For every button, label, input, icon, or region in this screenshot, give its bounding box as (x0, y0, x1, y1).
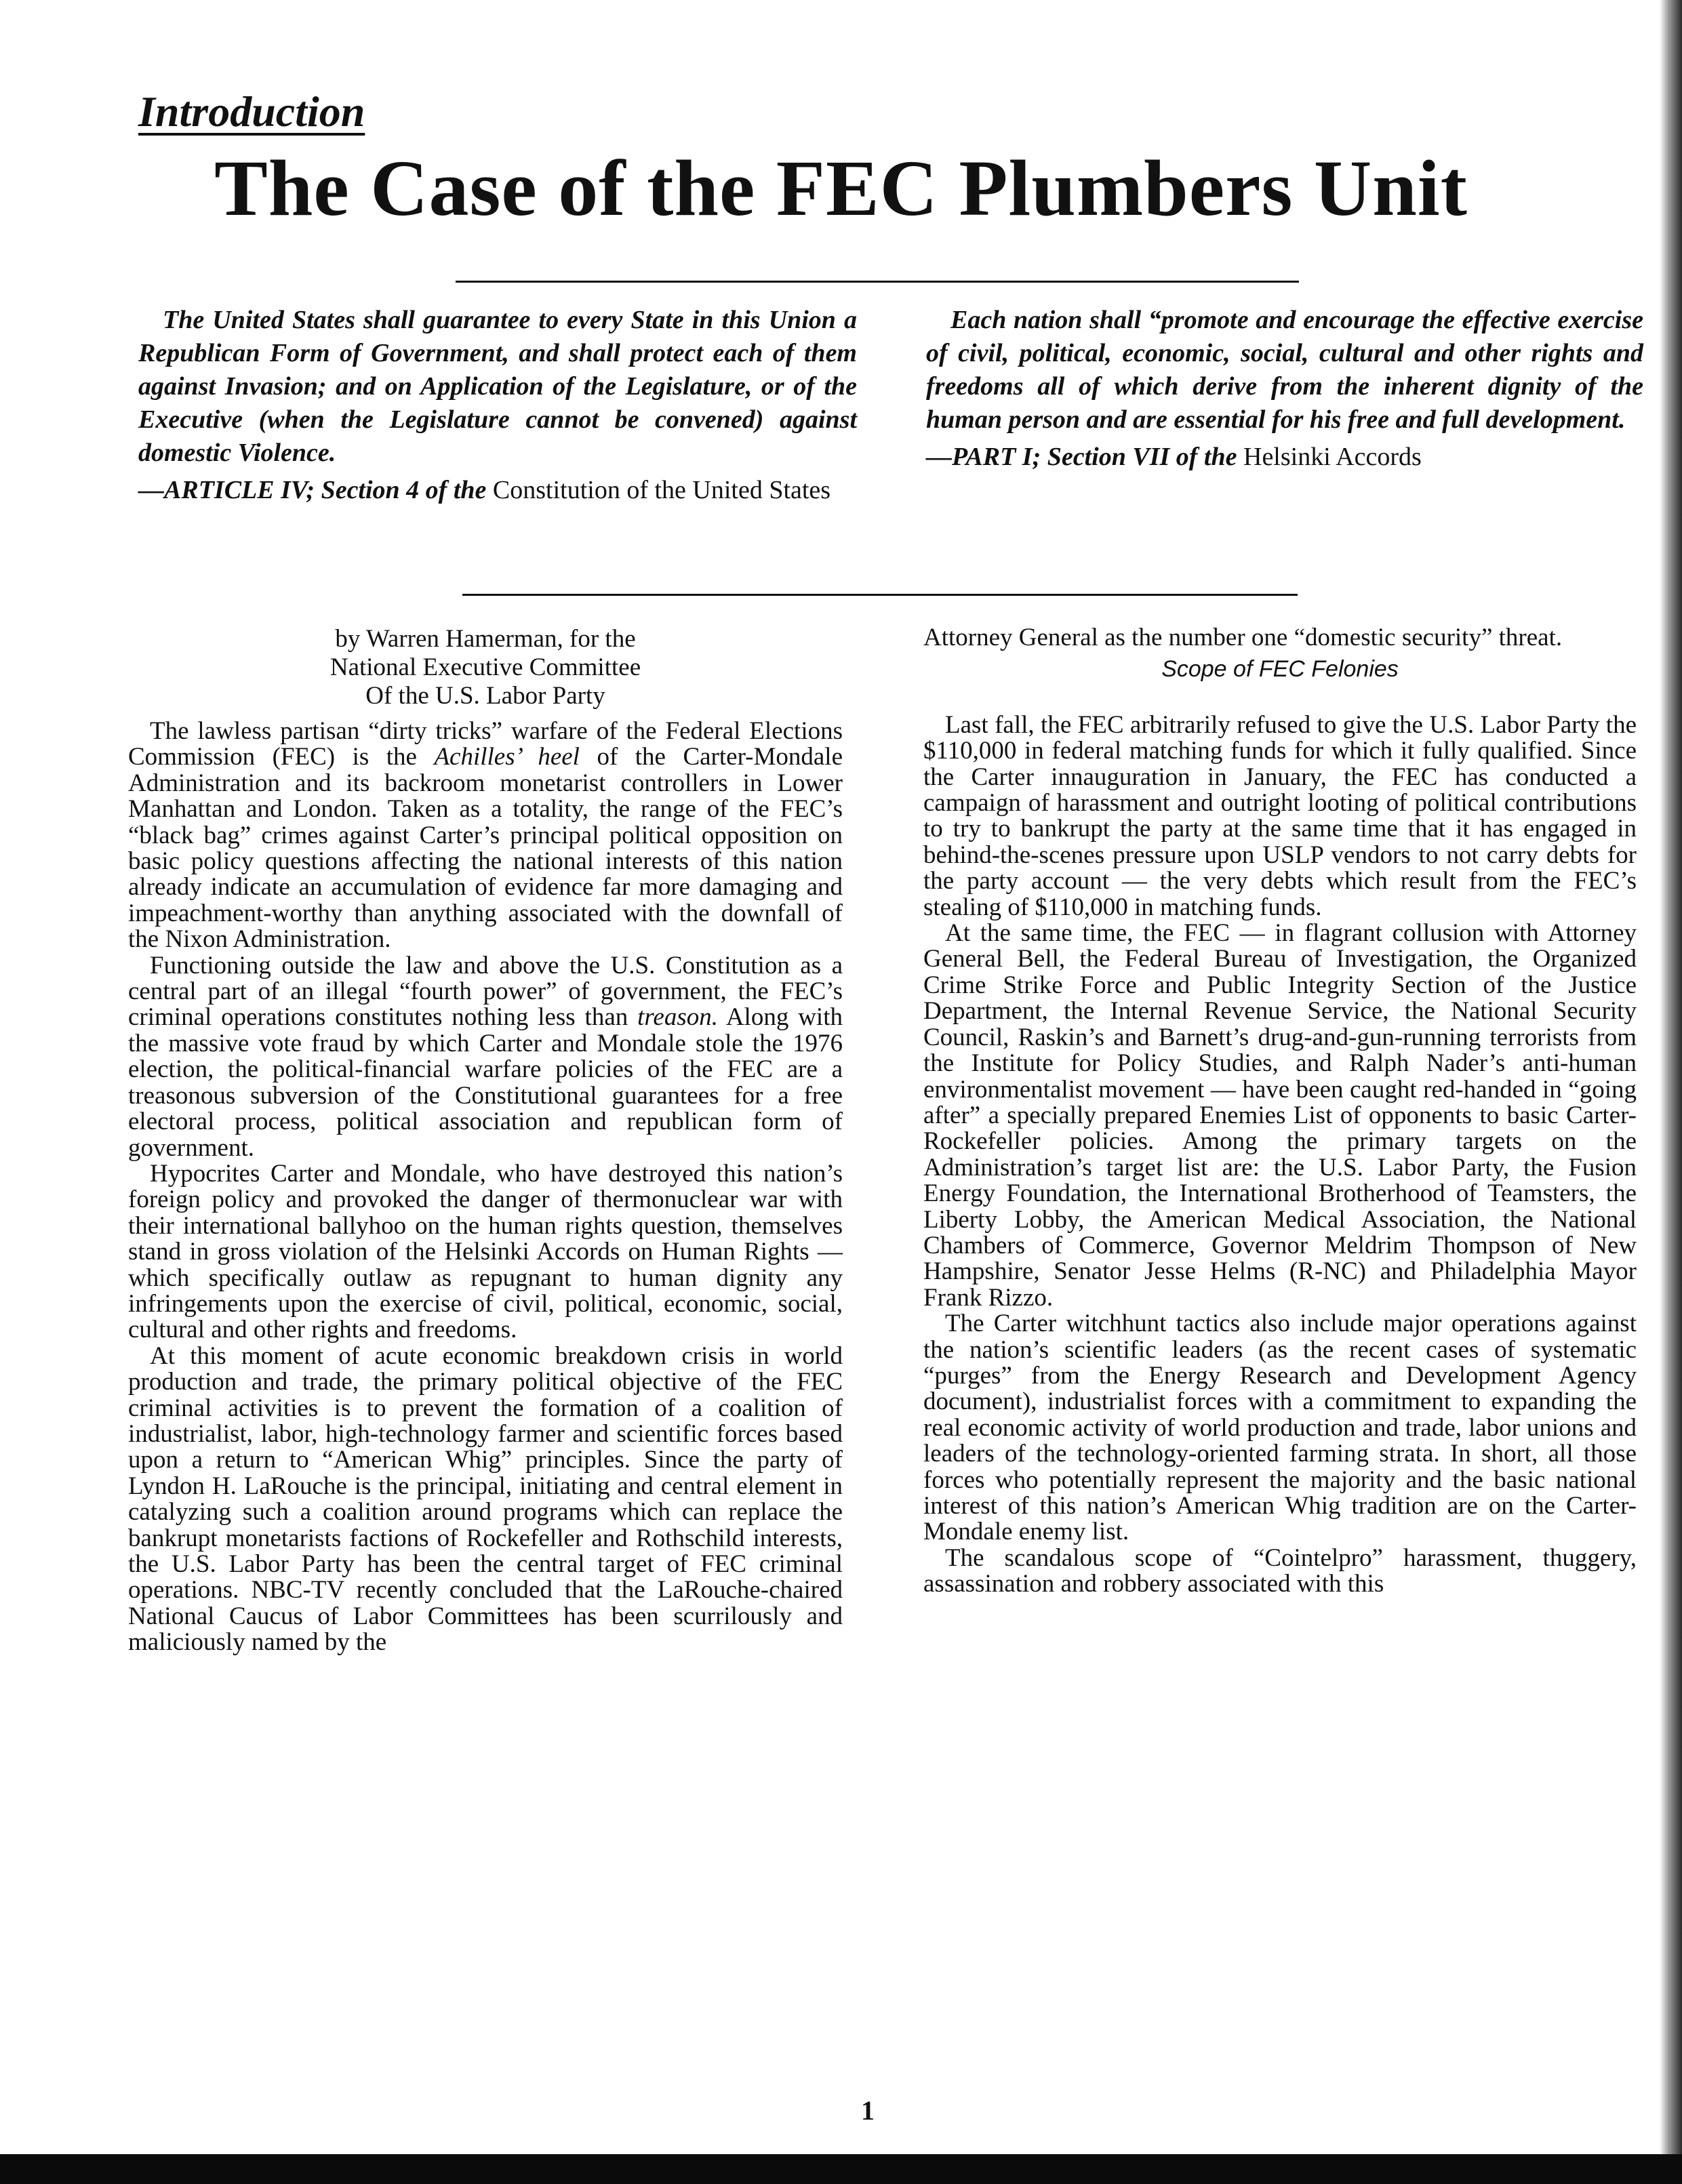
paragraph: Hypocrites Carter and Mondale, who have destroyed this nation’s foreign policy and provoked the danger of thermonuclear war with their international ballyhoo on the human rights question, themselves stand in gross violation of the Helsinki Accords on Human Rights — which specifically outlaw as repugnant to human dignity any infringements upon the exercise of civil, political, economic, social, cultural and other rights and freedoms. (128, 1159, 843, 1344)
byline-committee: National Executive Committee (329, 653, 641, 681)
paragraph-text: of the Carter-Mondale Administration and its backroom monetarist controllers in Lower Manhattan and London. Taken as a totality, the range of the FEC’s “black bag” crimes against Carter’s principal political opposition on basic policy questions affecting the national interests of this nation already indicate an accumulation of evidence far more damaging and impeachment-worthy than anything associated with the downfall of the Nixon Administration. (128, 743, 843, 954)
byline-author: by Warren Hamerman, for the (335, 625, 636, 653)
paragraph (128, 719, 843, 953)
emphasis-text: Achilles’ heel (434, 743, 580, 771)
paragraph-text: The lawless partisan “dirty tricks” warfare of the Federal Elections Commission (FEC) is the (128, 717, 843, 771)
bottom-divider (462, 594, 1298, 596)
paragraph (128, 953, 843, 1161)
paragraph-text: Functioning outside the law and above the U.S. Constitution as a central part of an illegal “fourth power” of government, the FEC’s criminal operations constitutes nothing less than (128, 951, 843, 1032)
paragraph: Attorney General as the number one “domestic security” threat. (923, 624, 1563, 651)
section-subheading: Scope of FEC Felonies (1161, 656, 1399, 683)
paragraph: Last fall, the FEC arbitrarily refused to give the U.S. Labor Party the $110,000 in federal matching funds for which it fully qualified. Since the Carter innauguration in January, the FEC has conducted a campaign of harassment and outright looting of political contributions to try to bankrupt the party at the same time that it has engaged in behind-the-scenes pressure upon USLP vendors to not carry debts for the party account — the very debts which result from the FEC’s stealing of $110,000 in matching funds. (923, 710, 1637, 921)
byline-party: Of the U.S. Labor Party (365, 682, 605, 710)
byline (128, 625, 843, 710)
paragraph: At the same time, the FEC — in flagrant collusion with Attorney General Bell, the Federal Bureau of Investigation, the Organized Crime Strike Force and Public Integrity Section of the Justice Department, the Internal Revenue Service, the National Security Council, Raskin’s and Barnett’s drug-and-gun-running terrorists from the Institute for Policy Studies, and Ralph Nader’s anti-human environmentalist movement — have been caught red-handed in “going after” a specially prepared Enemies List of opponents to basic Carter-Rockefeller policies. Among the primary targets on the Administration’s target list are: the U.S. Labor Party, the Fusion Energy Foundation, the International Brotherhood of Teamsters, the Liberty Lobby, the American Medical Association, the National Chambers of Commerce, Governor Meldrim Thompson of New Hampshire, Senator Jesse Helms (R-NC) and Philadelphia Mayor Frank Rizzo. (923, 919, 1637, 1312)
epigraph-helsinki (926, 304, 1643, 474)
epigraph-citation (926, 441, 1643, 474)
paragraph: The Carter witchhunt tactics also include major operations against the nation’s scientific leaders (as the recent cases of systematic “purges” from the Energy Research and Development Agency document), industrialist forces with a commitment to expanding the real economic activity of world production and trade, labor unions and leaders of the technology-oriented farming strata. In short, all those forces who potentially represent the majority and the basic national interest of this nation’s American Whig tradition are on the Carter-Mondale enemy list. (923, 1310, 1637, 1546)
epigraph-quote: The United States shall guarantee to every State in this Union a Republican Form of Government, and shall protect each of them against Invasion; and on Application of the Legislature, or of the Executive (when the Legislature cannot be convened) against domestic Violence. (138, 306, 857, 467)
article-column-right (923, 625, 1637, 1598)
paragraph: The scandalous scope of “Cointelpro” harassment, thuggery, assassination and robbery associated with this (923, 1543, 1637, 1598)
epigraph-constitution (138, 304, 857, 507)
citation-reference: —ARTICLE IV; Section 4 of the (138, 476, 487, 504)
page-number: 1 (861, 2095, 875, 2126)
paragraph: At this moment of acute economic breakdown crisis in world production and trade, the primary political objective of the FEC criminal activities is to prevent the formation of a coalition of industrialist, labor, high-technology farmer and scientific forces based upon a return to “American Whig” principles. Since the party of Lyndon H. LaRouche is the principal, initiating and central element in catalyzing such a coalition around programs which can replace the bankrupt monetarists factions of Rockefeller and Rothschild interests, the U.S. Labor Party has been the central target of FEC criminal operations. NBC-TV recently concluded that the LaRouche-chaired National Caucus of Labor Committees has been scurrilously and maliciously named by the (128, 1341, 843, 1657)
paragraph-text: Along with the massive vote fraud by which Carter and Mondale stole the 1976 election, the political-financial warfare policies of the FEC are a treasonous subversion of the Constitutional guarantees for a free electoral process, political association and republican form of government. (128, 1003, 843, 1162)
scan-bottom-bar (0, 2154, 1682, 2184)
citation-source: Constitution of the United States (492, 476, 831, 504)
epigraph-quote: Each nation shall “promote and encourage the effective exercise of civil, political, economic, social, cultural and other rights and freedoms all of which derive from the inherent dignity of the human person and are essential for his free and full development. (926, 306, 1643, 434)
citation-reference: —PART I; Section VII of the (926, 443, 1237, 471)
emphasis-text: treason. (637, 1003, 719, 1032)
citation-source: Helsinki Accords (1243, 443, 1422, 471)
page-title: The Case of the FEC Plumbers Unit (214, 144, 1468, 232)
epigraph-citation (138, 474, 857, 507)
scan-edge-shadow (1660, 0, 1682, 2154)
section-label: Introduction (138, 87, 365, 136)
article-column-left (128, 625, 843, 1656)
top-divider (456, 281, 1299, 283)
